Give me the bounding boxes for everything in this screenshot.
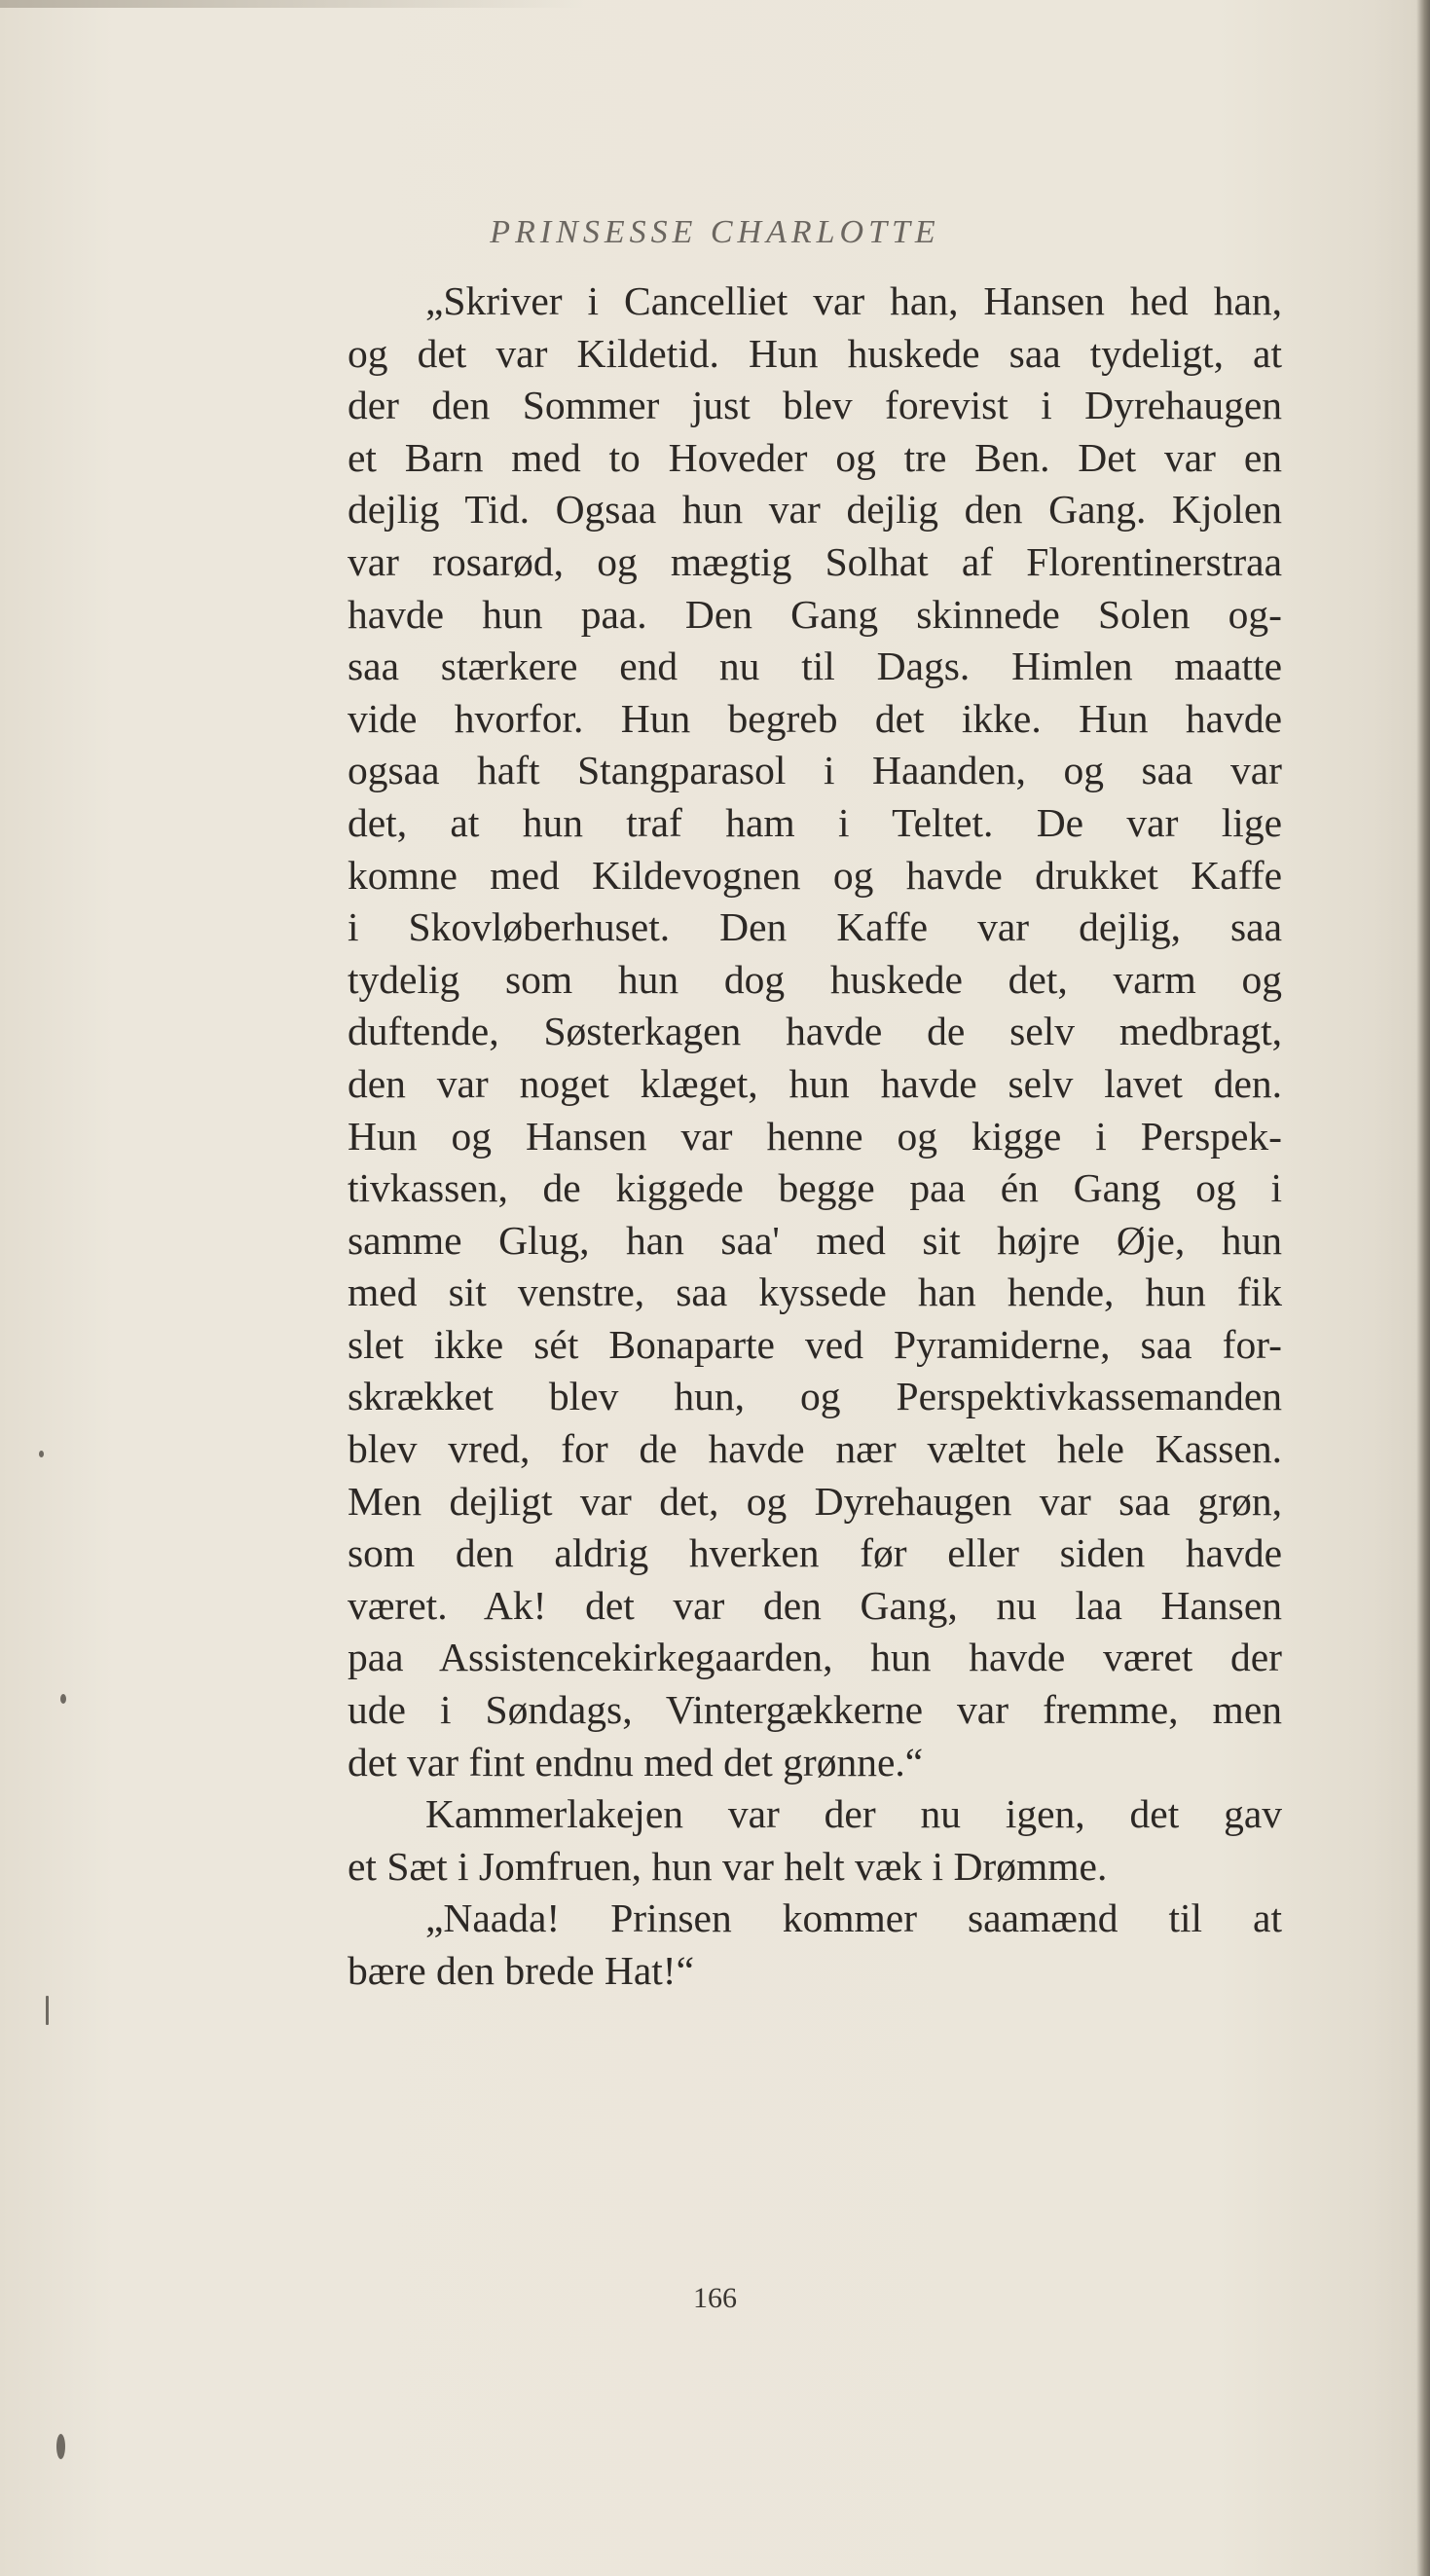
text-line: var rosarød, og mægtig Solhat af Florentinerstraa [348,538,1282,584]
text-line: tivkassen, de kiggede begge paa én Gang og i [348,1165,1282,1211]
text-line: et Sæt i Jomfruen, hun var helt væk i Drømme. [348,1843,1108,1889]
text-line: slet ikke sét Bonaparte ved Pyramiderne, saa for- [348,1321,1282,1367]
text-line: det, at hun traf ham i Teltet. De var lige [348,799,1282,845]
text-line: der den Sommer just blev forevist i Dyrehaugen [348,383,1282,428]
text-line: i Skovløberhuset. Den Kaffe var dejlig, saa [348,904,1282,950]
text-line: det var fint endnu med det grønne.“ [348,1739,924,1785]
text-line: skrækket blev hun, og Perspektivkassemanden [348,1374,1282,1419]
page-number: 166 [693,2282,737,2314]
text-line: dejlig Tid. Ogsaa hun var dejlig den Gang. Kjolen [348,487,1282,533]
text-line: et Barn med to Hoveder og tre Ben. Det var en [348,434,1282,480]
running-head: PRINSESSE CHARLOTTE [490,214,940,250]
text-line: med sit venstre, saa kyssede han hende, hun fik [348,1270,1282,1315]
page-top-edge [0,0,584,8]
body-text [348,276,1282,1998]
page-binding-edge [1416,0,1430,2576]
text-line: været. Ak! det var den Gang, nu laa Hansen [348,1582,1282,1628]
text-line: samme Glug, han saa' med sit højre Øje, hun [348,1217,1282,1263]
margin-speck [56,2434,65,2459]
margin-speck [46,1996,49,2025]
text-line: som den aldrig hverken før eller siden havde [348,1530,1282,1576]
text-line: havde hun paa. Den Gang skinnede Solen og- [348,591,1282,637]
paragraph [348,1788,1282,1893]
text-line: og det var Kildetid. Hun huskede saa tydeligt, at [348,330,1282,376]
text-line: tydelig som hun dog huskede det, varm og [348,956,1282,1002]
text-line: bære den brede Hat!“ [348,1948,695,1993]
text-line: ogsaa haft Stangparasol i Haanden, og saa var [348,748,1282,793]
text-line: Men dejligt var det, og Dyrehaugen var saa grøn, [348,1478,1282,1524]
text-line: Hun og Hansen var henne og kigge i Perspek- [348,1113,1282,1159]
paragraph [348,1893,1282,1997]
paragraph [348,276,1282,1788]
margin-speck [60,1694,66,1704]
text-line: vide hvorfor. Hun begreb det ikke. Hun havde [348,695,1282,741]
text-line: „Skriver i Cancelliet var han, Hansen hed han, [425,278,1282,323]
text-line: blev vred, for de havde nær væltet hele Kassen. [348,1426,1282,1472]
text-line: ude i Søndags, Vintergækkerne var fremme, men [348,1687,1282,1733]
text-line: paa Assistencekirkegaarden, hun havde været der [348,1635,1282,1680]
text-line: den var noget klæget, hun havde selv lavet den. [348,1060,1282,1106]
text-line: „Naada! Prinsen kommer saamænd til at [425,1895,1282,1941]
text-line: Kammerlakejen var der nu igen, det gav [425,1791,1282,1837]
text-line: komne med Kildevognen og havde drukket Kaffe [348,852,1282,898]
text-line: saa stærkere end nu til Dags. Himlen maatte [348,644,1282,689]
text-line: duftende, Søsterkagen havde de selv medbragt, [348,1009,1282,1054]
margin-speck [39,1451,44,1457]
